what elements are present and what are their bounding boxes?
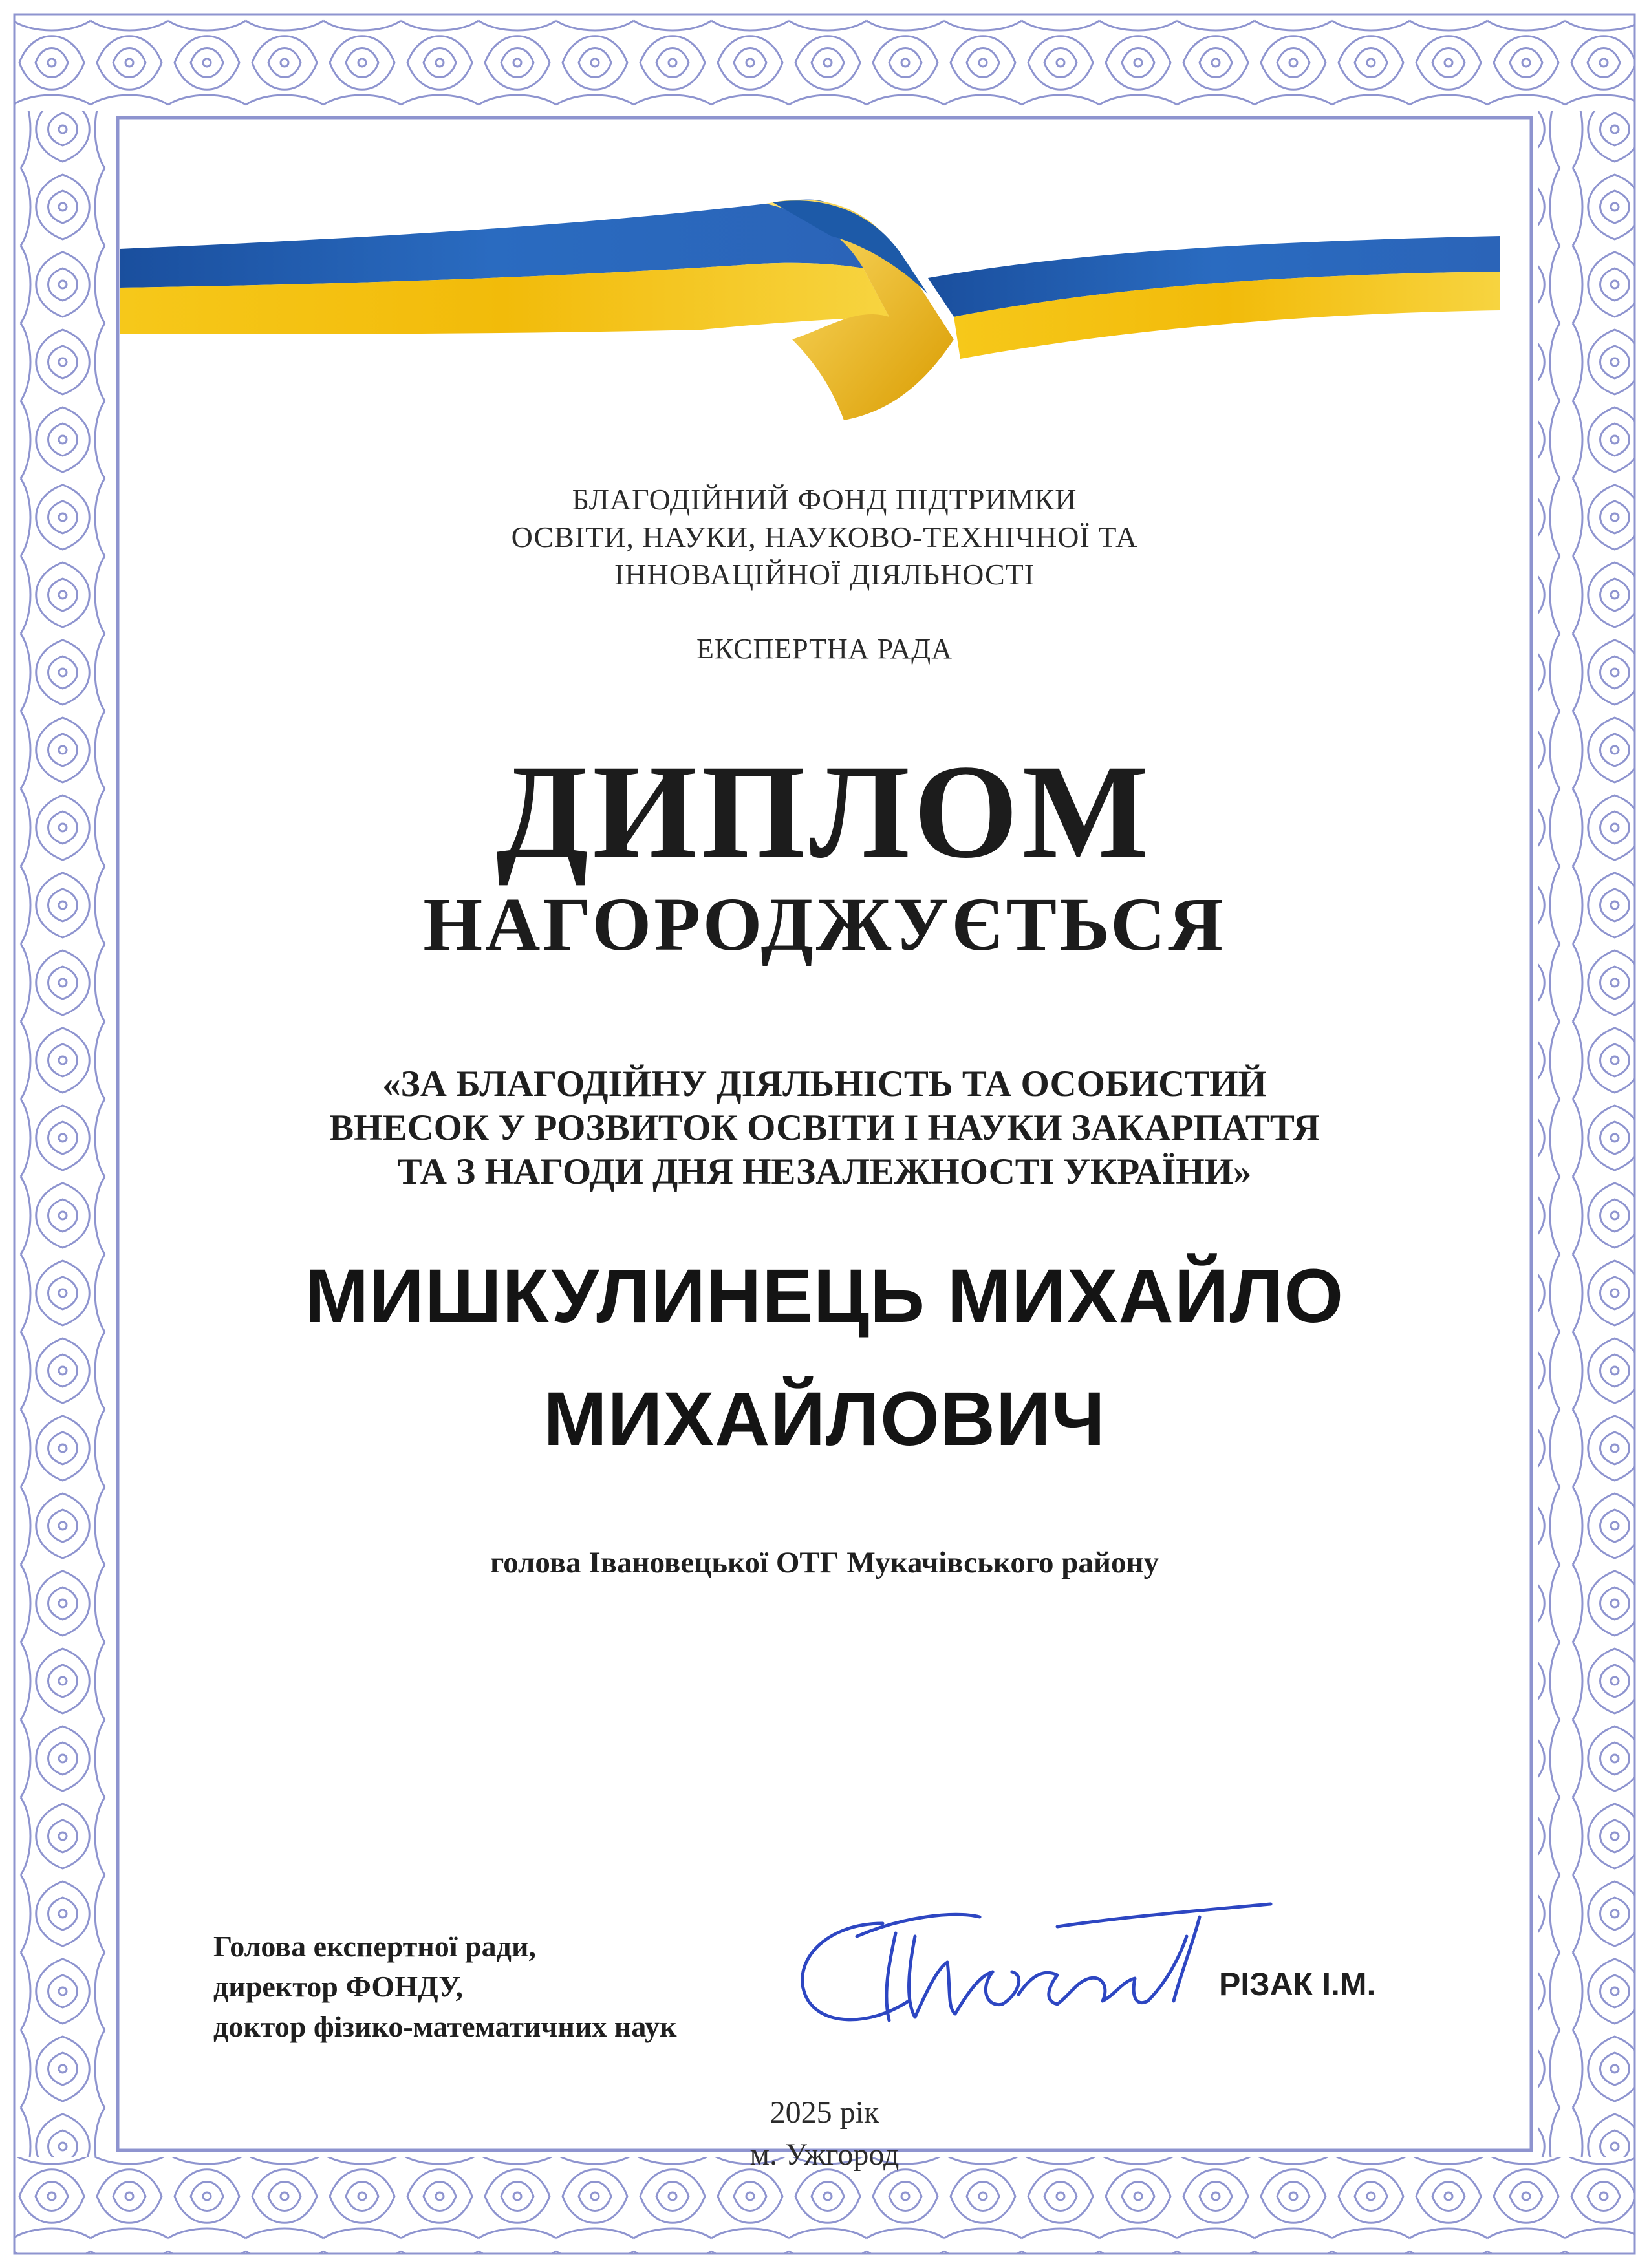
- diploma-title: ДИПЛОМ: [496, 737, 1153, 886]
- signatory-title-line-3: доктор фізико-математичних наук: [213, 2010, 677, 2043]
- award-reason-line-2: ВНЕСОК У РОЗВИТОК ОСВІТИ І НАУКИ ЗАКАРПАТТЯ: [329, 1107, 1320, 1148]
- signatory-title-line-1: Голова експертної ради,: [213, 1930, 536, 1963]
- expert-council-label: ЕКСПЕРТНА РАДА: [696, 633, 953, 665]
- handwritten-signature-icon: [786, 1898, 1277, 2053]
- signatory-titles: [213, 1927, 677, 2047]
- issue-year: 2025 рік: [770, 2095, 879, 2130]
- flag-ribbon-icon: [120, 165, 1500, 427]
- issue-city: м. Ужгород: [749, 2137, 900, 2172]
- award-reason-line-1: «ЗА БЛАГОДІЙНУ ДІЯЛЬНІСТЬ ТА ОСОБИСТИЙ: [382, 1064, 1267, 1104]
- recipient-name-line-1: МИШКУЛИНЕЦЬ МИХАЙЛО: [305, 1254, 1344, 1339]
- organization-name-line-3: ІННОВАЦІЙНОЇ ДІЯЛЬНОСТІ: [614, 558, 1035, 591]
- recipient-name-line-2: МИХАЙЛОВИЧ: [543, 1376, 1106, 1462]
- award-reason-line-3: ТА З НАГОДИ ДНЯ НЕЗАЛЕЖНОСТІ УКРАЇНИ»: [397, 1151, 1252, 1192]
- organization-name-line-2: ОСВІТИ, НАУКИ, НАУКОВО-ТЕХНІЧНОЇ ТА: [511, 520, 1138, 553]
- signatory-name: РІЗАК І.М.: [1219, 1966, 1376, 2002]
- awarded-heading: НАГОРОДЖУЄТЬСЯ: [423, 882, 1226, 967]
- recipient-position: голова Івановецької ОТГ Мукачівського району: [490, 1546, 1159, 1579]
- signatory-title-line-2: директор ФОНДУ,: [213, 1970, 463, 2003]
- organization-name-line-1: БЛАГОДІЙНИЙ ФОНД ПІДТРИМКИ: [572, 483, 1077, 516]
